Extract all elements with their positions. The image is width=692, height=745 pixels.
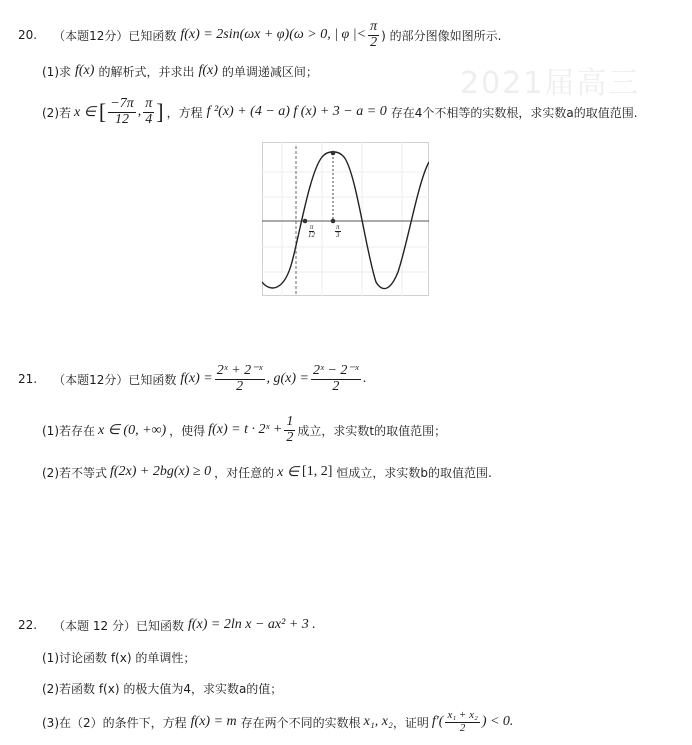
q20-p1-prefix: (1)求 (42, 64, 71, 79)
q20-pi-over-4: $\frac{\pi}{4}$ (145, 95, 153, 127)
q21-interval: [1, 2] (302, 464, 333, 479)
q22-number: 22. (18, 618, 38, 632)
q21-number: 21. (18, 372, 38, 386)
q22-part2 (42, 678, 282, 698)
q22-header: （本题 12 分）已知函数 (53, 618, 184, 633)
q22-p2: (2)若函数 f(x) 的极大值为4，求实数a的值； (42, 681, 283, 696)
q21-part1 (42, 411, 446, 449)
q22-p3-end: ) < 0. (481, 714, 514, 729)
q22-function: f(x) = 2ln x − ax² + 3 . (188, 617, 316, 632)
q22-p3-prove: ，证明 (392, 715, 429, 730)
max-point (331, 151, 336, 156)
q21-p1-prefix: (1)若存在 (42, 423, 95, 438)
sine-graph-svg (262, 142, 429, 296)
q20-header: （本题12分）已知函数 (53, 28, 177, 43)
q21-p2-mid: ，对任意的 (214, 465, 275, 480)
q21-p2-suffix: 恒成立，求实数b的取值范围. (336, 465, 492, 480)
q21-header: （本题12分）已知函数 (53, 372, 177, 387)
q20-p2-suffix: 存在4个不相等的实数根，求实数a的取值范围. (390, 105, 638, 120)
show-through-watermark: 2021届高三 (460, 66, 641, 101)
q20-graph (262, 142, 429, 296)
q20-pi-over-2: $\frac{\pi}{2}$ (370, 18, 378, 50)
q21-p2-ineq: f(2x) + 2bg(x) ≥ 0 (110, 464, 212, 479)
q22-p1: (1)讨论函数 f(x) 的单调性； (42, 650, 196, 665)
q21-p2-set: x ∈ (277, 464, 300, 480)
q20-equation: f ²(x) + (4 − a) f (x) + 3 − a = 0 (206, 104, 387, 119)
q21-p1-set: x ∈ (0, +∞) (98, 422, 167, 438)
q22-p3-roots: x₁, x₂ (363, 714, 393, 729)
q22-line-1 (0, 614, 316, 636)
q20-neg-7pi-over-12: $\frac{-7\pi}{12}$ (110, 95, 134, 127)
q21-part2 (42, 460, 492, 484)
q21-dot: . (362, 371, 367, 386)
q21-f-lhs: f(x) = (180, 371, 213, 386)
q21-p1-eq: f(x) = t · 2ˣ + (208, 422, 283, 437)
q20-p1-mid: 的解析式，并求出 (98, 64, 195, 79)
q22-part3 (42, 704, 513, 740)
q20-p2-x-in: x ∈ (74, 104, 96, 120)
q21-p1-mid: ，使得 (169, 423, 206, 438)
q20-line-1 (0, 18, 501, 52)
q20-p1-fx: f(x) (75, 63, 95, 78)
q22-p3-fprime: f′( (431, 714, 444, 729)
q22-p3-mid: 存在两个不同的实数根 (240, 715, 361, 730)
right-bracket: ] (156, 99, 164, 124)
q20-function: f(x) = 2sin(ωx + φ)(ω > 0, | φ |< (180, 27, 367, 42)
q21-g-lhs: , g(x) = (266, 371, 309, 386)
tick-pi-over-12: $\frac{\pi}{12}$ (308, 223, 315, 240)
zero-point (303, 219, 308, 224)
q21-f-fraction: $\frac{\text{2ˣ + 2⁻ˣ}}{2}$ (216, 362, 263, 394)
q21-line-1 (0, 359, 366, 399)
q22-midpoint-fraction: $\frac{\text{x₁ + x₂}}{2}$ (447, 708, 478, 734)
q22-part1 (42, 647, 195, 667)
left-bracket: [ (98, 99, 107, 124)
tick-pi-over-3: $\frac{\pi}{3}$ (336, 223, 340, 240)
q21-p2-prefix: (2)若不等式 (42, 465, 107, 480)
q20-part1 (42, 61, 318, 81)
q21-g-fraction: $\frac{\text{2ˣ − 2⁻ˣ}}{2}$ (313, 362, 359, 394)
q22-p3-eq: f(x) = m (190, 714, 237, 729)
q20-p2-mid: ，方程 (166, 105, 203, 120)
q20-header-tail: ) 的部分图像如图所示. (381, 28, 502, 43)
q20-p2-prefix: (2)若 (42, 105, 71, 120)
q21-half: $\frac{1}{2}$ (286, 413, 294, 445)
q20-p1-fx2: f(x) (198, 63, 218, 78)
q20-p1-suffix: 的单调递减区间； (221, 64, 318, 79)
q22-p3-prefix: (3)在（2）的条件下，方程 (42, 715, 187, 730)
q20-number: 20. (18, 28, 38, 42)
zero-point-2 (331, 219, 336, 224)
q20-part2 (42, 92, 638, 132)
q21-p1-suffix: 成立，求实数t的取值范围； (297, 423, 447, 438)
q20-comma: , (137, 104, 142, 119)
